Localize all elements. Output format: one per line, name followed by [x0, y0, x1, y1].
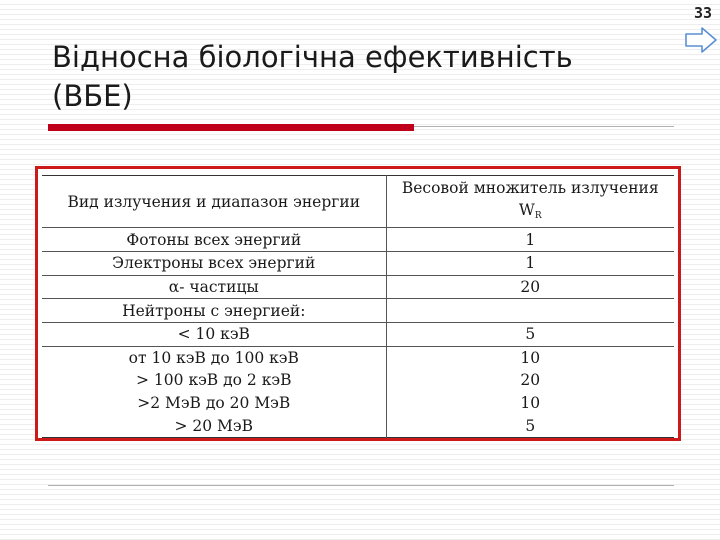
weighting-factor-cell: 5	[386, 322, 674, 346]
radiation-type-cell: Фотоны всех энергий	[42, 228, 386, 252]
table-header-row	[42, 176, 674, 228]
radiation-type-cell: Электроны всех энергий	[42, 252, 386, 276]
weighting-factor-cell	[386, 299, 674, 323]
radiation-type-cell: >2 МэВ до 20 МэВ	[42, 392, 386, 415]
slide-title	[52, 38, 652, 116]
table-row	[42, 369, 674, 392]
table-frame	[35, 166, 681, 441]
radiation-type-cell: < 10 кэВ	[42, 322, 386, 346]
radiation-type-cell: от 10 кэВ до 100 кэВ	[42, 346, 386, 369]
weighting-factor-cell: 1	[386, 252, 674, 276]
footer-rule	[48, 485, 674, 486]
radiation-weighting-table	[42, 175, 674, 438]
header-weighting-symbol: $W_R$	[518, 200, 542, 221]
header-radiation-type: Вид излучения и диапазон энергии	[42, 176, 386, 228]
table-row	[42, 228, 674, 252]
table-row	[42, 252, 674, 276]
title-underline-rule	[414, 126, 674, 127]
weighting-factor-cell: 10	[520, 394, 541, 413]
weighting-factor-cell: 10	[520, 348, 541, 367]
weighting-factor-cell: 20	[520, 371, 541, 390]
title-underline-accent	[48, 124, 414, 131]
title-line-2: (ВБЕ)	[52, 79, 133, 113]
table-row	[42, 299, 674, 323]
table-row	[42, 414, 674, 437]
radiation-type-cell: α- частицы	[42, 275, 386, 299]
radiation-type-cell: > 20 МэВ	[42, 414, 386, 437]
arrow-right-icon[interactable]	[684, 26, 718, 54]
table-row	[42, 346, 674, 369]
header-weighting-factor-label: Весовой множитель излучения	[401, 178, 659, 197]
header-weighting-factor	[386, 176, 674, 228]
table-row	[42, 392, 674, 415]
table-row	[42, 275, 674, 299]
radiation-type-cell: > 100 кэВ до 2 кэВ	[42, 369, 386, 392]
weighting-factor-cell: 5	[525, 416, 536, 435]
slide-number: 33	[693, 4, 712, 22]
title-line-1: Відносна біологічна ефективність	[52, 40, 573, 74]
weighting-factor-cell: 1	[386, 228, 674, 252]
radiation-type-cell: Нейтроны с энергией:	[42, 299, 386, 323]
weighting-factor-cell: 20	[386, 275, 674, 299]
table-row	[42, 322, 674, 346]
